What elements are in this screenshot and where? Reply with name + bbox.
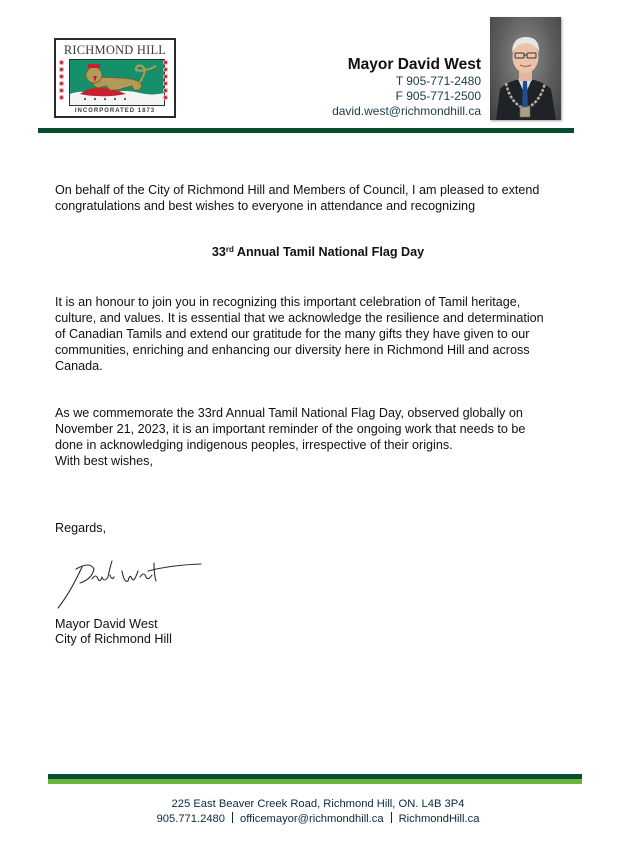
separator	[232, 812, 233, 823]
signer-name: Mayor David West	[55, 617, 158, 631]
mayor-email-link[interactable]: david.west@richmondhill.ca	[332, 104, 481, 118]
footer	[0, 797, 636, 827]
honour-paragraph: It is an honour to join you in recognizing this important celebration of Tamil heritage, culture, and values. It is essential that we acknowledge the resilience and determination of Canadian Tamils and extend our gratitude for the many gifts they have given to our communities, enriching and enhancing our diversity here in Richmond Hill and across Canada.	[55, 295, 544, 373]
signature-image	[56, 553, 206, 613]
event-title-ordinal: rd	[225, 245, 234, 254]
lion-crest-icon	[69, 59, 165, 106]
logo-title: RICHMOND HILL	[63, 43, 167, 57]
separator	[391, 812, 392, 823]
signer-organization: City of Richmond Hill	[55, 632, 172, 646]
logo-roses-left-icon	[59, 60, 67, 100]
intro-paragraph: On behalf of the City of Richmond Hill and Members of Council, I am pleased to extend congratulations and best wishes to everyone in attendance and recognizing	[55, 183, 540, 213]
mayor-name: Mayor David West	[347, 56, 481, 73]
mayor-phone: T 905-771-2480	[395, 74, 481, 88]
mayor-portrait	[490, 17, 561, 120]
closing-best-wishes: With best wishes,	[55, 454, 153, 468]
signer-block	[55, 617, 172, 647]
mayor-email[interactable]	[332, 104, 481, 119]
mayor-contact-block	[332, 56, 481, 119]
commemorate-paragraph: As we commemorate the 33rd Annual Tamil National Flag Day, observed globally on November 21, 2023, it is an important reminder of the ongoing work that needs to be done in acknowledging indigenous peoples, irrespective of their origins.	[55, 406, 526, 452]
footer-phone: 905.771.2480	[156, 813, 225, 825]
event-title-number: 33	[211, 245, 226, 259]
event-title	[0, 245, 636, 259]
mayor-fax: F 905-771-2500	[395, 89, 481, 103]
footer-email-link[interactable]: officemayor@richmondhill.ca	[240, 813, 384, 825]
footer-address: 225 East Beaver Creek Road, Richmond Hill, ON. L4B 3P4	[171, 798, 465, 810]
logo-incorporated-text: INCORPORATED 1873	[74, 108, 156, 114]
event-title-text: Annual Tamil National Flag Day	[233, 245, 425, 259]
header-divider	[38, 128, 574, 133]
footer-contact-line	[0, 812, 636, 827]
closing-regards: Regards,	[55, 521, 107, 535]
richmond-hill-logo	[54, 38, 176, 118]
footer-website-link[interactable]: RichmondHill.ca	[398, 813, 480, 825]
footer-divider-light	[48, 779, 582, 784]
logo-roses-right-icon	[163, 60, 171, 100]
